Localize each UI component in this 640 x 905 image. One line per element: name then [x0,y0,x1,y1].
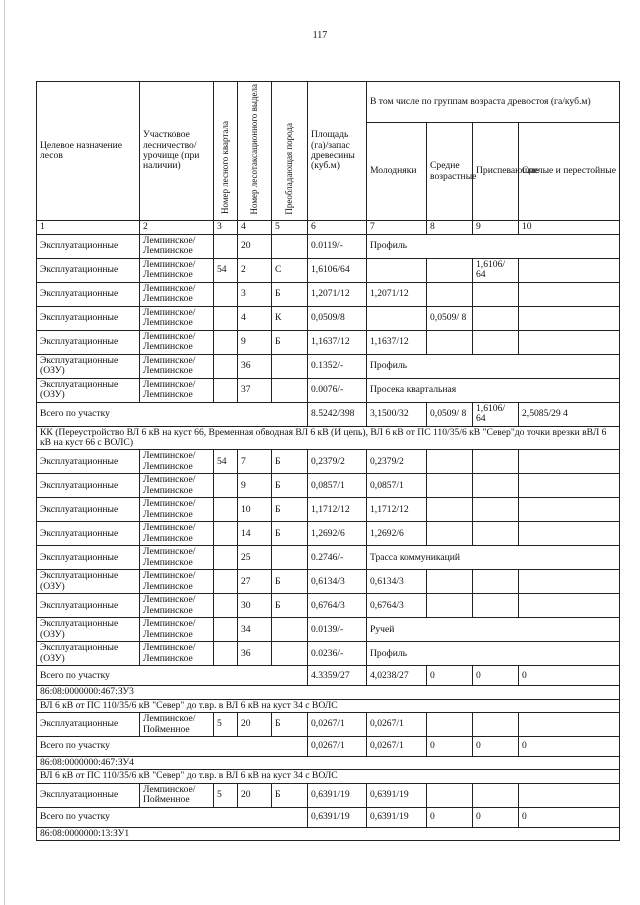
table-cell [473,282,519,306]
table-cell: 27 [238,570,272,594]
table-cell: 0.0076/- [308,378,367,402]
table-cell: Лемпинское/ Пойменное [140,713,214,737]
table-cell: 0.0236/- [308,642,367,666]
table-cell [519,330,620,354]
table-cell: 9 [238,330,272,354]
table-cell [473,522,519,546]
table-row [37,546,620,570]
table-cell: 14 [238,522,272,546]
table-cell: 0,0267/1 [308,713,367,737]
scan-edge [4,0,5,905]
table-cell: 20 [238,713,272,737]
table-cell [473,713,519,737]
table-cell [519,306,620,330]
table-cell: Лемпинское/ Лемпинское [140,330,214,354]
table-cell: 1,2692/6 [367,522,427,546]
table-cell: Эксплуатационные [37,783,140,807]
table-cell: Эксплуатационные (ОЗУ) [37,570,140,594]
table-cell: 0,2379/2 [367,450,427,474]
section-title: 86:08:0000000:13:ЗУ1 [37,827,620,840]
table-cell: Эксплуатационные [37,474,140,498]
table-row [37,522,620,546]
total-row [37,737,620,757]
table-cell: 0,6764/3 [308,594,367,618]
table-cell: 25 [238,546,272,570]
total-cell: 0 [473,666,519,686]
table-cell: Эксплуатационные [37,282,140,306]
table-row [37,306,620,330]
table-cell: 0,6391/19 [367,783,427,807]
table-row [37,570,620,594]
total-cell: 0,0267/1 [308,737,367,757]
table-row [37,474,620,498]
column-number: 6 [308,220,367,234]
table-row [37,498,620,522]
table-cell [519,713,620,737]
table-cell: Б [272,282,308,306]
section-title: 86:08:0000000:467:ЗУ3 [37,686,620,699]
table-row [37,234,620,258]
table-cell: К [272,306,308,330]
header-purpose: Целевое назначение лесов [37,82,140,221]
table-cell: Эксплуатационные (ОЗУ) [37,354,140,378]
table-cell: Эксплуатационные [37,522,140,546]
table-cell [473,450,519,474]
table-row [37,258,620,282]
header-forestry: Участковое лесничество/ урочище (при наличии) [140,82,214,221]
total-cell: 0,6391/19 [367,807,427,827]
table-cell: 0,0267/1 [367,713,427,737]
forest-table [36,81,620,841]
table-cell [519,522,620,546]
table-row [37,282,620,306]
table-cell [214,570,238,594]
note-cell: Профиль [367,234,620,258]
column-number: 4 [238,220,272,234]
total-row [37,807,620,827]
total-cell: 0 [519,666,620,686]
table-cell: 1,2692/6 [308,522,367,546]
table-cell [214,234,238,258]
section-row [37,757,620,770]
note-cell: Просека квартальная [367,378,620,402]
table-cell: 1,1637/12 [308,330,367,354]
note-cell: Профиль [367,642,620,666]
table-cell [519,258,620,282]
table-cell: 54 [214,450,238,474]
table-cell [367,258,427,282]
table-cell: 54 [214,258,238,282]
table-cell: Лемпинское/ Лемпинское [140,306,214,330]
table-cell: 0,0509/8 [308,306,367,330]
header-age-groups: В том числе по группам возраста древостоя (га/куб.м) [367,82,620,123]
table-cell: Эксплуатационные [37,258,140,282]
table-cell [473,498,519,522]
table-cell: Эксплуатационные [37,330,140,354]
table-cell: Эксплуатационные [37,713,140,737]
table-cell: 0,2379/2 [308,450,367,474]
table-cell [427,450,473,474]
table-cell: 2 [238,258,272,282]
table-cell: 0,0857/1 [367,474,427,498]
table-cell: Эксплуатационные (ОЗУ) [37,642,140,666]
table-cell [272,354,308,378]
table-cell [519,570,620,594]
table-cell: Лемпинское/ Пойменное [140,783,214,807]
total-row [37,402,620,426]
table-cell: Лемпинское/ Лемпинское [140,474,214,498]
column-number: 3 [214,220,238,234]
table-cell: 0.0119/- [308,234,367,258]
table-cell [272,378,308,402]
total-cell: 8.5242/398 [308,402,367,426]
table-cell: 1,1712/12 [308,498,367,522]
table-row [37,783,620,807]
section-row [37,686,620,699]
total-cell: 0 [519,807,620,827]
table-cell [473,570,519,594]
total-cell: 0,0267/1 [367,737,427,757]
table-cell [272,546,308,570]
header-quarter: Номер лесного квартала [214,82,238,221]
table-cell [272,234,308,258]
table-cell: Эксплуатационные (ОЗУ) [37,618,140,642]
table-row [37,642,620,666]
table-row [37,713,620,737]
table-cell: Лемпинское/ Лемпинское [140,522,214,546]
table-cell: 1,6106/ 64 [473,258,519,282]
table-cell: Эксплуатационные [37,450,140,474]
table-row [37,354,620,378]
table-cell: 7 [238,450,272,474]
section-row [37,827,620,840]
table-cell [473,306,519,330]
table-cell: Эксплуатационные [37,546,140,570]
table-cell [473,783,519,807]
table-cell: Б [272,498,308,522]
section-title: 86:08:0000000:467:ЗУ4 [37,757,620,770]
table-cell: 36 [238,354,272,378]
table-cell: Лемпинское/ Лемпинское [140,234,214,258]
table-cell: Б [272,522,308,546]
table-row [37,594,620,618]
table-cell [427,783,473,807]
table-cell [214,378,238,402]
table-cell: 3 [238,282,272,306]
table-cell: 1,2071/12 [308,282,367,306]
table-cell: 5 [214,783,238,807]
table-cell: 1,1712/12 [367,498,427,522]
table-cell: С [272,258,308,282]
table-cell [427,258,473,282]
section-title: ВЛ 6 кВ от ПС 110/35/6 кВ "Север" до т.вр. в ВЛ 6 кВ на куст 34 с ВОЛС [37,770,620,783]
table-cell: 1,2071/12 [367,282,427,306]
table-cell [214,330,238,354]
table-cell [214,618,238,642]
section-title: КК (Переустройство ВЛ 6 кВ на куст 66, Временная обводная ВЛ 6 кВ (И цепь), ВЛ 6 кВ от ПС 110/35/6 кВ "Север"до точки врезки вВЛ 6 кВ на куст 66 с ВОЛС) [37,426,620,450]
table-cell [427,474,473,498]
table-cell: 30 [238,594,272,618]
header-maturing: Приспевающие [473,123,519,221]
table-cell [519,474,620,498]
table-cell: 0,6764/3 [367,594,427,618]
table-cell: Лемпинское/ Лемпинское [140,354,214,378]
table-cell: Лемпинское/ Лемпинское [140,570,214,594]
table-cell: 20 [238,783,272,807]
table-cell: 0.2746/- [308,546,367,570]
column-numbers-row [37,220,620,234]
column-number: 7 [367,220,427,234]
total-label: Всего по участку [37,737,308,757]
page-number: 117 [312,30,328,41]
table-cell: 0,0857/1 [308,474,367,498]
table-cell [272,642,308,666]
total-label: Всего по участку [37,402,308,426]
header-mature: Спелые и перестойные [519,123,620,221]
table-cell [519,594,620,618]
table-cell [367,306,427,330]
table-cell [214,594,238,618]
total-cell: 1,6106/ 64 [473,402,519,426]
table-cell: Б [272,783,308,807]
table-cell: 37 [238,378,272,402]
total-cell: 0,6391/19 [308,807,367,827]
table-row [37,450,620,474]
table-cell: 1,6106/64 [308,258,367,282]
column-number: 2 [140,220,214,234]
table-cell [427,570,473,594]
table-cell: Лемпинское/ Лемпинское [140,642,214,666]
table-cell: Лемпинское/ Лемпинское [140,282,214,306]
table-cell [519,450,620,474]
column-number: 10 [519,220,620,234]
table-cell [214,282,238,306]
table-cell [214,354,238,378]
table-row [37,378,620,402]
table-cell: Б [272,330,308,354]
table-cell [214,306,238,330]
header-middle: Средне возрастные [427,123,473,221]
table-cell: Лемпинское/ Лемпинское [140,258,214,282]
total-cell: 4,0238/27 [367,666,427,686]
table-cell [519,783,620,807]
table-cell [272,618,308,642]
column-number: 9 [473,220,519,234]
table-cell: Лемпинское/ Лемпинское [140,594,214,618]
table-cell [427,498,473,522]
total-cell: 0 [473,807,519,827]
total-cell: 0,0509/ 8 [427,402,473,426]
table-cell [473,330,519,354]
table-cell: Б [272,474,308,498]
table-cell: 0,0509/ 8 [427,306,473,330]
total-row [37,666,620,686]
table-cell: Эксплуатационные (ОЗУ) [37,378,140,402]
table-cell: 1,1637/12 [367,330,427,354]
table-cell [214,642,238,666]
table-cell: Б [272,713,308,737]
total-cell: 3,1500/32 [367,402,427,426]
table-cell: 0,6134/3 [308,570,367,594]
table-cell: 9 [238,474,272,498]
column-number: 8 [427,220,473,234]
section-title: ВЛ 6 кВ от ПС 110/35/6 кВ "Север" до т.вр. в ВЛ 6 кВ на куст 34 с ВОЛС [37,699,620,712]
note-cell: Профиль [367,354,620,378]
table-cell: Лемпинское/ Лемпинское [140,498,214,522]
table-cell [427,713,473,737]
table-cell [473,474,519,498]
table-cell: 0,6391/19 [308,783,367,807]
table-cell [427,594,473,618]
table-cell [214,522,238,546]
column-number: 5 [272,220,308,234]
table-cell [427,330,473,354]
table-cell: 0.0139/- [308,618,367,642]
section-row [37,426,620,450]
section-row [37,699,620,712]
total-cell: 4.3359/27 [308,666,367,686]
table-cell: 36 [238,642,272,666]
header-young: Молодняки [367,123,427,221]
table-cell: 20 [238,234,272,258]
note-cell: Ручей [367,618,620,642]
table-cell: 10 [238,498,272,522]
table-cell [214,498,238,522]
table-cell: Эксплуатационные [37,234,140,258]
table-cell [519,282,620,306]
table-cell [519,498,620,522]
table-cell: 0,6134/3 [367,570,427,594]
table-cell: Лемпинское/ Лемпинское [140,378,214,402]
total-cell: 0 [473,737,519,757]
table-cell [427,522,473,546]
header-species: Преобладающая порода [272,82,308,221]
table-cell: Б [272,450,308,474]
table-cell [473,594,519,618]
header-area: Площадь (га)/запас древесины (куб.м) [308,82,367,221]
table-cell: Б [272,570,308,594]
table-cell: Эксплуатационные [37,498,140,522]
table-cell [214,546,238,570]
table-cell: Лемпинское/ Лемпинское [140,546,214,570]
table-row [37,618,620,642]
table-cell: 5 [214,713,238,737]
header-allotment: Номер лесотаксационного выдела [238,82,272,221]
table-cell: Эксплуатационные [37,306,140,330]
section-row [37,770,620,783]
total-cell: 0 [519,737,620,757]
table-cell [427,282,473,306]
table-cell: Лемпинское/ Лемпинское [140,450,214,474]
total-label: Всего по участку [37,666,308,686]
total-cell: 2,5085/29 4 [519,402,620,426]
table-row [37,330,620,354]
table-cell [214,474,238,498]
total-cell: 0 [427,807,473,827]
table-cell: Лемпинское/ Лемпинское [140,618,214,642]
note-cell: Трасса коммуникаций [367,546,620,570]
table-cell: 4 [238,306,272,330]
column-number: 1 [37,220,140,234]
table-cell: 34 [238,618,272,642]
table-cell: 0.1352/- [308,354,367,378]
table-cell: Б [272,594,308,618]
total-cell: 0 [427,737,473,757]
total-cell: 0 [427,666,473,686]
total-label: Всего по участку [37,807,308,827]
table-cell: Эксплуатационные [37,594,140,618]
